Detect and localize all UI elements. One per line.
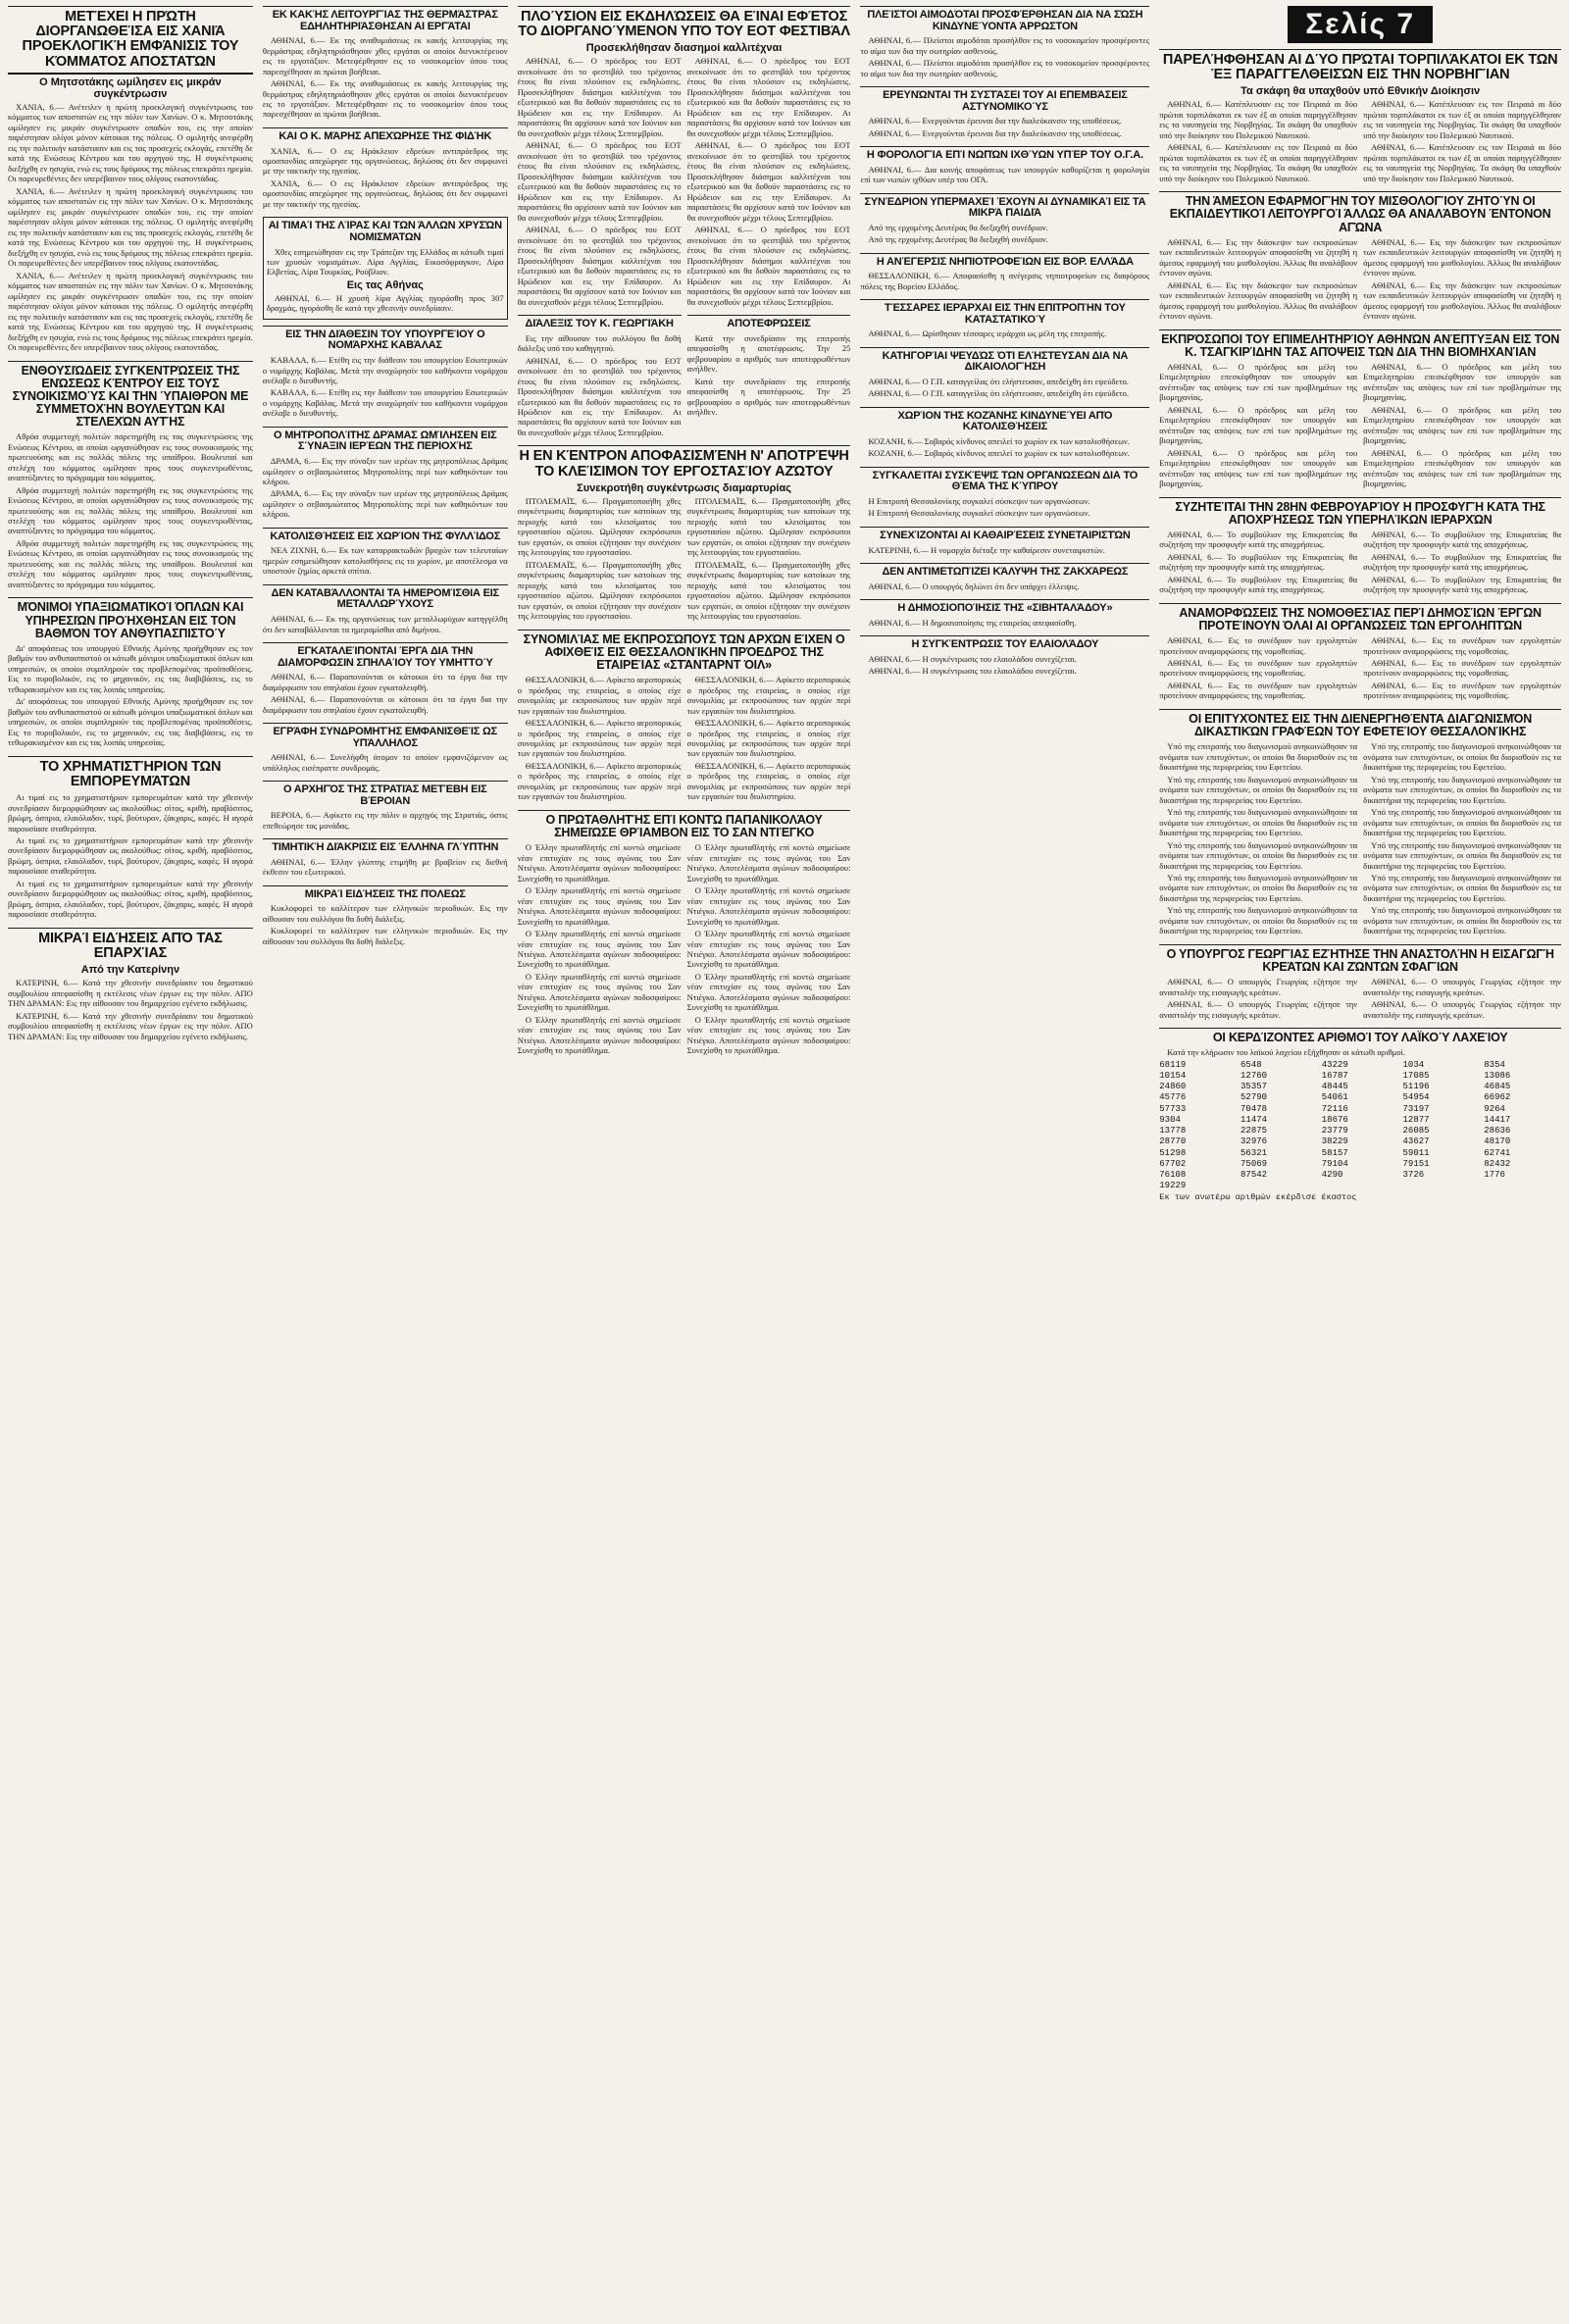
lottery-number: 26085 [1402, 1126, 1430, 1137]
lottery-number: 1776 [1484, 1170, 1505, 1181]
lottery-number: 68119 [1159, 1059, 1187, 1070]
article-body: ΘΕΣΣΑΛΟΝΙΚΗ, 6.— Αφίκετο αεροπορικώς ο πρόεδρος της εταιρείας, ο οποίος είχε συνομιλίας με εκπροσώπους των αρχών περί των εργασιών του διυλιστηρίου. ΘΕΣΣΑΛΟΝΙΚΗ, 6.— Αφίκετο αεροπορικώς ο πρόεδρος της εταιρείας, ο οποίος είχε συνομιλίας με εκπροσώπους των αρχών περί των εργασιών του διυλιστηρίου. ΘΕΣΣΑΛΟΝΙΚΗ, 6.— Αφίκετο αεροπορικώς ο πρόεδρος της εταιρείας, ο οποίος είχε συνομιλίας με εκπροσώπους των αρχών περί των εργασιών του διυλιστηρίου. [686, 675, 851, 802]
lottery-number: 54061 [1321, 1092, 1348, 1103]
lottery-number: 67702 [1159, 1158, 1187, 1169]
subheadline: Τα σκάφη θα υπαχθούν υπό Εθνικήν Διοίκησιν [1240, 85, 1481, 98]
article-body: ΧΑΝΙΑ, 6.— Ανέτειλεν η πρώτη προεκλογική συγκέντρωσις του κόμματος των αποστατών εις την πόλιν των Χανίων. Ο κ. Μητσοτάκης ωμίλησεν εις μικράν συγκέντρωσιν οπαδών του, εις την οποίαν παρέστησαν ολίγοι μόνον κάτοικοι της πόλεως. Ο ομιλητής ανεφέρθη εις την πολιτικήν κατάστασιν και εις τας προσεχείς εκλογάς, επετέθη δε κατά της Ενώσεως Κέντρου και του αρχηγού της. Η συγκέντρωσις διεξήχθη εν ησυχία, ενώ εις τους δρόμους της πόλεως επεκράτει ηρεμία. Οι παρευρεθέντες δεν υπερέβαινον τους ολίγους εκατοντάδας. ΧΑΝΙΑ, 6.— Ανέτειλεν η πρώτη προεκλογική συγκέντρωσις του κόμματος των αποστατών εις την πόλιν των Χανίων. Ο κ. Μητσοτάκης ωμίλησεν εις μικράν συγκέντρωσιν οπαδών του, εις την οποίαν παρέστησαν ολίγοι μόνον κάτοικοι της πόλεως. Ο ομιλητής ανεφέρθη εις την πολιτικήν κατάστασιν και εις τας προσεχείς εκλογάς, επετέθη δε κατά της Ενώσεως Κέντρου και του αρχηγού της. Η συγκέντρωσις διεξήχθη εν ησυχία, ενώ εις τους δρόμους της πόλεως επεκράτει ηρεμία. Οι παρευρεθέντες δεν υπερέβαινον τους ολίγους εκατοντάδας. ΧΑΝΙΑ, 6.— Ανέτειλεν η πρώτη προεκλογική συγκέντρωσις του κόμματος των αποστατών εις την πόλιν των Χανίων. Ο κ. Μητσοτάκης ωμίλησεν εις μικράν συγκέντρωσιν οπαδών του, εις την οποίαν παρέστησαν ολίγοι μόνον κάτοικοι της πόλεως. Ο ομιλητής ανεφέρθη εις την πολιτικήν κατάστασιν και εις τας προσεχείς εκλογάς, επετέθη δε κατά της Ενώσεως Κέντρου και του αρχηγού της. Η συγκέντρωσις διεξήχθη εν ησυχία, ενώ εις τους δρόμους της πόλεως επεκράτει ηρεμία. Οι παρευρεθέντες δεν υπερέβαινον τους ολίγους εκατοντάδας. [8, 101, 253, 353]
lottery-number: 24860 [1159, 1082, 1187, 1092]
lottery-number: 9304 [1159, 1114, 1181, 1125]
article-body: Κυκλοφορεί το καλλίτερον των ελληνικών περιοδικών. Εις την αίθουσαν του συλλόγου θα δοθή διάλεξις. Κυκλοφορεί το καλλίτερον των ελληνικών περιοδικών. Εις την αίθουσαν του συλλόγου θα δοθή διάλεξις. [262, 903, 508, 946]
article-body: Χθες εσημειώθησαν εις την Τράπεζαν της Ελλάδος αι κάτωθι τιμαί των χρυσών νομισμάτων. Λίρα Αγγλίας, Εικοσόφραγκον, Λίρα Ελβετίας, Λίρα Τουρκίας, Ρούβλιον. [266, 246, 504, 278]
column-2 [263, 6, 508, 2318]
article-body: ΚΑΤΕΡΙΝΗ, 6.— Κατά την χθεσινήν συνεδρίασιν του δημοτικού συμβουλίου απεφασίσθη η εκτέλεσις νέων έργων εις την πόλιν. ΑΠΟ ΤΗΝ ΔΡΑΜΑΝ: Εις την αίθουσαν του δημαρχείου εγένετο εκδήλωσις. ΚΑΤΕΡΙΝΗ, 6.— Κατά την χθεσινήν συνεδρίασιν του δημοτικού συμβουλίου απεφασίσθη η εκτέλεσις νέων έργων εις την πόλιν. ΑΠΟ ΤΗΝ ΔΡΑΜΑΝ: Εις την αίθουσαν του δημαρχείου εγένετο εκδήλωσις. [8, 978, 253, 1041]
article-body: ΠΤΟΛΕΜΑΪΣ, 6.— Πραγματοποιήθη χθες συγκέντρωσις διαμαρτυρίας των κατοίκων της περιοχής κατά του κλεισίματος του εργοστασίου αζώτου. Ωμίλησαν εκπρόσωποι των εργατών, οι οποίοι εζήτησαν την συνέχισιν της λειτουργίας του εργοστασίου. ΠΤΟΛΕΜΑΪΣ, 6.— Πραγματοποιήθη χθες συγκέντρωσις διαμαρτυρίας των κατοίκων της περιοχής κατά του κλεισίματος του εργοστασίου αζώτου. Ωμίλησαν εκπρόσωποι των εργατών, οι οποίοι εζήτησαν την συνέχισιν της λειτουργίας του εργοστασίου. [517, 495, 682, 622]
column-4 [860, 6, 1149, 2318]
article [263, 217, 508, 320]
headline: ΚΑΤΗΓΟΡΊΑΙ ΨΕΥΔΏΣ ΌΤΙ ΕΛΉΣΤΕΥΣΑΝ ΔΙΑ ΝΑ ΔΙΚΑΙΟΛΟΓΉΣΗ [882, 349, 1129, 374]
headline: ΣΥΝΕΧΊΖΟΝΤΑΙ ΑΙ ΚΑΘΑΙΡΈΣΕΙΣ ΣΥΝΕΤΑΙΡΙΣΤΏΝ [880, 529, 1131, 541]
article-body: ΘΕΣΣΑΛΟΝΙΚΗ, 6.— Αποφασίσθη η ανέγερσις νηπιοτροφείων εις διαφόρους πόλεις της Βορείου Ελλάδος. [860, 271, 1150, 291]
article-body: Αι τιμαί εις το χρηματιστήριον εμπορευμάτων κατά την χθεσινήν συνεδρίασιν διεμορφώθησαν ως ακολούθως: σίτος, κριθή, αραβόσιτος, βρώμη, όσπρια, ελαιόλαδον, τυρί, βούτυρον, ζάκχαρις, καφές. Η αγορά παρουσίασε σταθερότητα. Αι τιμαί εις το χρηματιστήριον εμπορευμάτων κατά την χθεσινήν συνεδρίασιν διεμορφώθησαν ως ακολούθως: σίτος, κριθή, αραβόσιτος, βρώμη, όσπρια, ελαιόλαδον, τυρί, βούτυρον, ζάκχαρις, καφές. Η αγορά παρουσίασε σταθερότητα. Αι τιμαί εις το χρηματιστήριον εμπορευμάτων κατά την χθεσινήν συνεδρίασιν διεμορφώθησαν ως ακολούθως: σίτος, κριθή, αραβόσιτος, βρώμη, όσπρια, ελαιόλαδον, τυρί, βούτυρον, ζάκχαρις, καφές. Η αγορά παρουσίασε σταθερότητα. [8, 792, 253, 920]
lottery-number: 79104 [1321, 1158, 1348, 1169]
lottery-number: 51196 [1402, 1082, 1430, 1092]
article [8, 361, 253, 592]
article [263, 6, 508, 122]
lottery-number: 59011 [1402, 1147, 1430, 1158]
article-body: ΑΘΗΝΑΙ, 6.— Εις το συνέδριον των εργοληπτών προτείνουν αναμορφώσεις της νομοθεσίας. ΑΘΗΝΑΙ, 6.— Εις το συνέδριον των εργοληπτών προτείνουν αναμορφώσεις της νομοθεσίας. ΑΘΗΝΑΙ, 6.— Εις το συνέδριον των εργοληπτών προτείνουν αναμορφώσεις της νομοθεσίας. [1159, 635, 1358, 701]
article [860, 146, 1149, 187]
lottery-number: 73197 [1402, 1103, 1430, 1114]
lottery-note: Εκ των ανωτέρω αριθμών εκέρδισε έκαστος [1159, 1191, 1357, 1202]
headline: ΜΕΤΈΧΕΙ Η ΠΡΏΤΗ ΔΙΟΡΓΑΝΩΘΕΊΣΑ ΕΙΣ ΧΑΝΙΆ ΠΡΟΕΚΛΟΓΙΚΉ ΕΜΦΆΝΙΣΙΣ ΤΟΥ ΚΌΜΜΑΤΟΣ ΑΠΟΣΤΑΤΏΝ [22, 9, 239, 70]
lottery-number: 48170 [1484, 1137, 1511, 1147]
article [263, 723, 508, 775]
article [263, 584, 508, 636]
article-body: ΑΘΗΝΑΙ, 6.— Έλλην γλύπτης ετιμήθη με βραβείον εις διεθνή έκθεσιν του εξωτερικού. [262, 856, 508, 878]
headline: ΕΙΣ ΤΗΝ ΔΙΆΘΕΣΙΝ ΤΟΥ ΥΠΟΥΡΓΕΊΟΥ Ο ΝΟΜΆΡΧΗΣ ΚΑΒΆΛΑΣ [285, 328, 485, 352]
headline: Η ΑΝΈΓΕΡΣΙΣ ΝΗΠΙΟΤΡΟΦΕΊΩΝ ΕΙΣ ΒΟΡ. ΕΛΛΆΔΑ [876, 255, 1134, 268]
lottery-number: 6548 [1240, 1059, 1262, 1070]
article-body: Κατά την συνεδρίασιν της επιτροπής απεφασίσθη η αποτέφρωσις. Την 25 φεβρουαρίου ο αριθμός των αποτεφρωθέντων ανήλθεν. Κατά την συνεδρίασιν της επιτροπής απεφασίσθη η αποτέφρωσις. Την 25 φεβρουαρίου ο αριθμός των αποτεφρωθέντων ανήλθεν. [686, 332, 851, 417]
article-body: ΧΑΝΙΑ, 6.— Ο εις Ηράκλειον εδρεύων αντιπρόεδρος της ομοσπονδίας απεχώρησε της οργανώσεως, δηλώσας ότι δεν συμφωνεί με την τακτικήν της ηγεσίας. ΧΑΝΙΑ, 6.— Ο εις Ηράκλειον εδρεύων αντιπρόεδρος της ομοσπονδίας απεχώρησε της οργανώσεως, δηλώσας ότι δεν συμφωνεί με την τακτικήν της ηγεσίας. [262, 145, 508, 209]
article [8, 6, 253, 355]
lottery-number: 4290 [1321, 1170, 1343, 1181]
lottery-number: 35357 [1240, 1082, 1268, 1092]
headline: ΑΝΑΜΟΡΦΏΣΕΙΣ ΤΗΣ ΝΟΜΟΘΕΣΊΑΣ ΠΕΡΊ ΔΗΜΟΣΊΩΝ ΈΡΓΩΝ ΠΡΟΤΕΊΝΟΥΝ ΌΛΑΙ ΑΙ ΟΡΓΑΝΏΣΕΙΣ ΤΩΝ ΕΡΓΟΛΗΠΤΏΝ [1179, 605, 1542, 632]
subheadline: Προσεκλήθησαν διασημοί καλλιτέχναι [585, 42, 783, 55]
lottery-number: 58157 [1321, 1147, 1348, 1158]
lottery-number: 17085 [1402, 1070, 1430, 1081]
article [518, 810, 851, 2318]
article [8, 928, 253, 2318]
article [860, 193, 1149, 247]
article [1159, 603, 1561, 703]
article [1159, 1028, 1561, 2318]
article [263, 838, 508, 880]
headline: Η ΦΟΡΟΛΟΓΊΑ ΕΠΊ ΝΩΠΏΝ ΙΧΘΎΩΝ ΥΠΈΡ ΤΟΥ Ο.Γ.Α. [866, 149, 1143, 162]
headline: ΕΝΘΟΥΣΙΏΔΕΙΣ ΣΥΓΚΕΝΤΡΏΣΕΙΣ ΤΗΣ ΕΝΏΣΕΩΣ ΚΈΝΤΡΟΥ ΕΙΣ ΤΟΥΣ ΣΥΝΟΙΚΙΣΜΟΎΣ ΚΑΙ ΤΗΝ ΎΠΑΙΘΡΟΝ ΜΕ ΣΥΜΜΕΤΟΧΉΝ ΒΟΥΛΕΥΤΏΝ ΚΑΙ ΣΤΕΛΕΧΏΝ ΑΥΤΉΣ [12, 363, 249, 429]
article-body: ΑΘΗΝΑΙ, 6.— Συνελήφθη άτομον το οποίον εμφανιζόμενον ως υπάλληλος εισέπραττε συνδρομάς. [262, 752, 508, 773]
article [860, 527, 1149, 557]
headline: ΤΈΣΣΑΡΕΣ ΙΕΡΆΡΧΑΙ ΕΙΣ ΤΗΝ ΕΠΙΤΡΟΠΉΝ ΤΟΥ ΚΑΤΑΣΤΑΤΙΚΟΎ [884, 302, 1126, 326]
headline: Ο ΑΡΧΗΓΌΣ ΤΗΣ ΣΤΡΑΤΙΆΣ ΜΕΤΈΒΗ ΕΙΣ ΒΈΡΟΙΑΝ [282, 783, 487, 807]
subheadline: Εις τας Αθήνας [346, 278, 424, 291]
headline: ΣΥΝΈΔΡΙΟΝ ΥΠΕΡΜΑΧΕΊ ΈΧΟΥΝ ΑΙ ΔΥΝΑΜΙΚΑΊ ΕΙΣ ΤΑ ΜΙΚΡΆ ΠΑΙΔΙΆ [864, 195, 1146, 220]
lottery-number: 57733 [1159, 1103, 1187, 1114]
subheadline: Από την Κατερίνην [80, 964, 180, 977]
article [860, 563, 1149, 593]
article-body: ΑΘΗΝΑΙ, 6.— Το συμβούλιον της Επικρατείας θα συζητήση την προσφυγήν κατά της αποχρήσεως. ΑΘΗΝΑΙ, 6.— Το συμβούλιον της Επικρατείας θα συζητήση την προσφυγήν κατά της αποχρήσεως. ΑΘΗΝΑΙ, 6.— Το συμβούλιον της Επικρατείας θα συζητήση την προσφυγήν κατά της αποχρήσεως. [1159, 529, 1358, 595]
lottery-number: 32976 [1240, 1137, 1268, 1147]
headline: ΣΥΝΟΜΙΛΊΑΣ ΜΕ ΕΚΠΡΟΣΏΠΟΥΣ ΤΩΝ ΑΡΧΏΝ ΕΊΧΕΝ Ο ΑΦΙΧΘΕΊΣ ΕΙΣ ΘΕΣΣΑΛΟΝΊΚΗΝ ΠΡΌΕΔΡΟΣ ΤΗΣ ΕΤΑΙΡΕΊΑΣ «ΣΤΆΝΤΑΡΝΤ ΌΙΛ» [523, 632, 845, 672]
headline: ΣΥΖΗΤΕΊΤΑΙ ΤΗΝ 28ΗΝ ΦΕΒΡΟΥΑΡΊΟΥ Η ΠΡΟΣΦΥΓΉ ΚΑΤΆ ΤΗΣ ΑΠΟΧΡΉΣΕΩΣ ΤΩΝ ΥΠΕΡΗΛΊΚΩΝ ΙΕΡΑΡΧΏΝ [1175, 499, 1545, 527]
article [263, 885, 508, 2318]
article [518, 445, 851, 623]
headline: ΤΗΝ ΆΜΕΣΟΝ ΕΦΑΡΜΟΓΉΝ ΤΟΥ ΜΙΣΘΟΛΟΓΊΟΥ ΖΗΤΟΎΝ ΟΙ ΕΚΠΑΙΔΕΥΤΙΚΟΊ ΛΕΙΤΟΥΡΓΟΊ ΆΛΛΩΣ ΘΑ ΑΝΑΛΆΒΟΥΝ ΈΝΤΟΝΟΝ ΑΓΏΝΑ [1169, 194, 1551, 234]
article-body: Δι' αποφάσεως του υπουργού Εθνικής Αμύνης προήχθησαν εις τον βαθμόν του ανθυπασπιστού οι κάτωθι μόνιμοι υπαξιωματικοί όπλων και υπηρεσιών, οι οποίοι συμπληρούν τας προβλεπομένας προϋποθέσεις. Εις το πυροβολικόν, εις το μηχανικόν, εις τας διαβιβάσεις, εις το τεθωρακισμένον και εις τας λοιπάς υπηρεσίας. Δι' αποφάσεως του υπουργού Εθνικής Αμύνης προήχθησαν εις τον βαθμόν του ανθυπασπιστού οι κάτωθι μόνιμοι υπαξιωματικοί όπλων και υπηρεσιών, οι οποίοι συμπληρούν τας προβλεπομένας προϋποθέσεις. Εις το πυροβολικόν, εις το μηχανικόν, εις τας διαβιβάσεις, εις το τεθωρακισμένον και εις τας λοιπάς υπηρεσίας. [8, 642, 253, 748]
lottery-number: 46845 [1484, 1082, 1511, 1092]
subheadline: Ο Μητσοτάκης ωμίλησεν εις μικράν συγκέντρωσιν [39, 76, 222, 100]
headline: ΕΓΚΑΤΑΛΕΊΠΟΝΤΑΙ ΈΡΓΑ ΔΙΑ ΤΗΝ ΔΙΑΜΌΡΦΩΣΙΝ ΣΠΗΛΑΊΟΥ ΤΟΥ ΥΜΗΤΤΟΎ [277, 645, 493, 669]
article [860, 347, 1149, 401]
headline: Η ΕΝ ΚΈΝΤΡΟΝ ΑΠΟΦΑΣΙΣΜΈΝΗ Ν' ΑΠΟΤΡΈΨΗ ΤΟ ΚΛΕΊΣΙΜΟΝ ΤΟΥ ΕΡΓΟΣΤΑΣΊΟΥ ΑΖΏΤΟΥ [519, 448, 849, 480]
lottery-number: 28770 [1159, 1137, 1187, 1147]
article [1159, 497, 1561, 597]
headline: Ο ΥΠΟΥΡΓΌΣ ΓΕΩΡΓΊΑΣ ΕΖΉΤΗΣΕ ΤΗΝ ΑΝΑΣΤΟΛΉΝ Η ΕΙΣΑΓΩΓΉ ΚΡΕΆΤΩΝ ΚΑΙ ΖΏΝΤΩΝ ΣΦΑΓΊΩΝ [1166, 946, 1554, 975]
headline: ΕΓΡΆΦΗ ΣΥΝΔΡΟΜΗΤΉΣ ΕΜΦΑΝΙΣΘΕΊΣ ΩΣ ΥΠΆΛΛΗΛΟΣ [273, 726, 497, 749]
article [860, 6, 1149, 80]
lottery-number: 52790 [1240, 1092, 1268, 1103]
lottery-number: 14417 [1484, 1114, 1511, 1125]
headline: Η ΣΥΓΚΈΝΤΡΩΣΙΣ ΤΟΥ ΕΛΑΙΟΛΆΔΟΥ [911, 638, 1099, 651]
article [263, 127, 508, 211]
lottery-number: 23779 [1321, 1126, 1348, 1137]
article [860, 407, 1149, 461]
headline: ΟΙ ΕΠΙΤΥΧΌΝΤΕΣ ΕΙΣ ΤΗΝ ΔΙΕΝΕΡΓΗΘΈΝΤΑ ΔΙΑΓΩΝΙΣΜΌΝ ΔΙΚΑΣΤΙΚΏΝ ΓΡΑΦΈΩΝ ΤΟΥ ΕΦΕΤΕΊΟΥ ΘΕΣΣΑΛΟΝΊΚΗΣ [1189, 711, 1533, 739]
headline: ΕΚΠΡΌΣΩΠΟΙ ΤΟΥ ΕΠΙΜΕΛΗΤΗΡΊΟΥ ΑΘΗΝΏΝ ΑΝΈΠΤΥΞΑΝ ΕΙΣ ΤΟΝ Κ. ΤΣΑΓΚΙΡΊΔΗΝ ΤΑΣ ΑΠΌΨΕΙΣ ΤΩΝ ΔΙΑ ΤΗΝ ΒΙΟΜΗΧΑΝΊΑΝ [1161, 331, 1560, 359]
article [263, 642, 508, 717]
headline: ΜΙΚΡΑΊ ΕΙΔΉΣΕΙΣ ΤΗΣ ΠΌΛΕΩΣ [304, 887, 466, 900]
article-body: ΒΕΡΟΙΑ, 6.— Αφίκετο εις την πόλιν ο αρχηγός της Στρατιάς, όστις επεθεώρησε τας μονάδας. [262, 810, 508, 831]
lottery-grid [1159, 1060, 1561, 1192]
subheadline: Συνεκροτήθη συγκέντρωσις διαμαρτυρίας [577, 481, 791, 494]
lottery-number: 16787 [1321, 1070, 1348, 1081]
lottery-number: 9264 [1484, 1103, 1505, 1114]
article-body: ΑΘΗΝΑΙ, 6.— Ενεργούνται έρευναι δια την διαλεύκανσιν της υποθέσεως. ΑΘΗΝΑΙ, 6.— Ενεργούνται έρευναι δια την διαλεύκανσιν της υποθέσεως. [868, 116, 1122, 138]
article-body: ΑΘΗΝΑΙ, 6.— Κατέπλευσαν εις τον Πειραιά αι δύο πρώται τορπιλάκατοι εκ των έξ αι οποίαι παρηγγέλθησαν εις τα ναυπηγεία της Νορβηγίας. Τα σκάφη θα υπαχθούν υπό την διοίκησιν του Πολεμικού Ναυτικού. ΑΘΗΝΑΙ, 6.— Κατέπλευσαν εις τον Πειραιά αι δύο πρώται τορπιλάκατοι εκ των έξ αι οποίαι παρηγγέλθησαν εις τα ναυπηγεία της Νορβηγίας. Τα σκάφη θα υπαχθούν υπό την διοίκησιν του Πολεμικού Ναυτικού. [1159, 99, 1358, 183]
lottery-number: 75069 [1240, 1158, 1268, 1169]
lottery-number: 43229 [1321, 1059, 1348, 1070]
article-body: ΑΘΗΝΑΙ, 6.— Η συγκέντρωσις του ελαιολάδου συνεχίζεται. ΑΘΗΝΑΙ, 6.— Η συγκέντρωσις του ελαιολάδου συνεχίζεται. [868, 653, 1077, 677]
article-body: ΑΘΗΝΑΙ, 6.— Ο υπουργός Γεωργίας εζήτησε την αναστολήν της εισαγωγής κρεάτων. ΑΘΗΝΑΙ, 6.— Ο υπουργός Γεωργίας εζήτησε την αναστολήν της εισαγωγής κρεάτων. [1363, 977, 1562, 1020]
lottery-number: 13778 [1159, 1126, 1187, 1137]
article [1159, 329, 1561, 491]
article-body: ΑΘΗΝΑΙ, 6.— Εκ της οργανώσεως των μεταλλωρύχων κατηγγέλθη ότι δεν καταβάλλονται τα ημερομίσθια από διμήνου. [262, 614, 508, 634]
article [1159, 191, 1561, 323]
headline: ΚΑΤΟΛΙΣΘΉΣΕΙΣ ΕΙΣ ΧΩΡΊΟΝ ΤΗΣ ΦΥΛΛΊΔΟΣ [270, 530, 501, 542]
article-body: ΑΘΗΝΑΙ, 6.— Δια κοινής αποφάσεως των υπουργών καθορίζεται η φορολογία επί των νωπών ιχθύων υπέρ του ΟΓΑ. [860, 164, 1150, 185]
lottery-number: 13086 [1484, 1070, 1511, 1081]
headline: ΜΙΚΡΑΊ ΕΙΔΉΣΕΙΣ ΑΠΌ ΤΑΣ ΕΠΑΡΧΊΑΣ [38, 930, 223, 962]
article [687, 315, 851, 439]
article-body: ΔΡΑΜΑ, 6.— Εις την σύναξιν των ιερέων της μητροπόλεως Δράμας ωμίλησεν ο σεβασμιώτατος Μητροπολίτης περί των καθηκόντων του κλήρου. ΔΡΑΜΑ, 6.— Εις την σύναξιν των ιερέων της μητροπόλεως Δράμας ωμίλησεν ο σεβασμιώτατος Μητροπολίτης περί των καθηκόντων του κλήρου. [262, 456, 508, 520]
article-body: ΑΘΗΝΑΙ, 6.— Η δημοσιοποίησις της εταιρείας απεφασίσθη. [868, 617, 1077, 628]
article [860, 635, 1149, 2318]
headline: ΑΙ ΤΙΜΑΊ ΤΗΣ ΛΊΡΑΣ ΚΑΙ ΤΩΝ ΆΛΛΩΝ ΧΡΥΣΏΝ ΝΟΜΙΣΜΆΤΩΝ [268, 220, 502, 243]
article-body: ΑΘΗΝΑΙ, 6.— Πλείστοι αιμοδόται προσήλθον εις το νοσοκομείον προσφέροντες το αίμα των δια την σωτηρίαν ασθενούς. ΑΘΗΝΑΙ, 6.— Πλείστοι αιμοδόται προσήλθον εις το νοσοκομείον προσφέροντες το αίμα των δια την σωτηρίαν ασθενούς. [860, 35, 1150, 78]
article-body: ΚΑΤΕΡΙΝΗ, 6.— Η νομαρχία διέταξε την καθαίρεσιν συνεταιριστών. [868, 544, 1105, 555]
article-body: ΚΟΖΑΝΗ, 6.— Σοβαρός κίνδυνος απειλεί το χωρίον εκ των κατολισθήσεων. ΚΟΖΑΝΗ, 6.— Σοβαρός κίνδυνος απειλεί το χωρίον εκ των κατολισθήσεων. [868, 435, 1130, 459]
article-body: Υπό της επιτροπής του διαγωνισμού ανηκοινώθησαν τα ονόματα των επιτυχόντων, οι οποίοι θα διορισθούν εις τα δικαστήρια της περιφερείας του Εφετείου. Υπό της επιτροπής του διαγωνισμού ανηκοινώθησαν τα ονόματα των επιτυχόντων, οι οποίοι θα διορισθούν εις τα δικαστήρια της περιφερείας του Εφετείου. Υπό της επιτροπής του διαγωνισμού ανηκοινώθησαν τα ονόματα των επιτυχόντων, οι οποίοι θα διορισθούν εις τα δικαστήρια της περιφερείας του Εφετείου. Υπό της επιτροπής του διαγωνισμού ανηκοινώθησαν τα ονόματα των επιτυχόντων, οι οποίοι θα διορισθούν εις τα δικαστήρια της περιφερείας του Εφετείου. Υπό της επιτροπής του διαγωνισμού ανηκοινώθησαν τα ονόματα των επιτυχόντων, οι οποίοι θα διορισθούν εις τα δικαστήρια της περιφερείας του Εφετείου. Υπό της επιτροπής του διαγωνισμού ανηκοινώθησαν τα ονόματα των επιτυχόντων, οι οποίοι θα διορισθούν εις τα δικαστήρια της περιφερείας του Εφετείου. [1363, 741, 1562, 936]
lottery-number: 62741 [1484, 1147, 1511, 1158]
page-masthead [1159, 6, 1561, 43]
article-body: Υπό της επιτροπής του διαγωνισμού ανηκοινώθησαν τα ονόματα των επιτυχόντων, οι οποίοι θα διορισθούν εις τα δικαστήρια της περιφερείας του Εφετείου. Υπό της επιτροπής του διαγωνισμού ανηκοινώθησαν τα ονόματα των επιτυχόντων, οι οποίοι θα διορισθούν εις τα δικαστήρια της περιφερείας του Εφετείου. Υπό της επιτροπής του διαγωνισμού ανηκοινώθησαν τα ονόματα των επιτυχόντων, οι οποίοι θα διορισθούν εις τα δικαστήρια της περιφερείας του Εφετείου. Υπό της επιτροπής του διαγωνισμού ανηκοινώθησαν τα ονόματα των επιτυχόντων, οι οποίοι θα διορισθούν εις τα δικαστήρια της περιφερείας του Εφετείου. Υπό της επιτροπής του διαγωνισμού ανηκοινώθησαν τα ονόματα των επιτυχόντων, οι οποίοι θα διορισθούν εις τα δικαστήρια της περιφερείας του Εφετείου. Υπό της επιτροπής του διαγωνισμού ανηκοινώθησαν τα ονόματα των επιτυχόντων, οι οποίοι θα διορισθούν εις τα δικαστήρια της περιφερείας του Εφετείου. [1159, 741, 1358, 936]
lottery-number: 87542 [1240, 1170, 1268, 1181]
lottery-number: 22875 [1240, 1126, 1268, 1137]
article [518, 6, 851, 309]
article [8, 756, 253, 922]
article [518, 315, 682, 439]
article-body: ΑΘΗΝΑΙ, 6.— Ο πρόεδρος και μέλη του Επιμελητηρίου επεσκέφθησαν τον υπουργόν και ανέπτυξαν τας απόψεις των επί των προβλημάτων της βιομηχανίας. ΑΘΗΝΑΙ, 6.— Ο πρόεδρος και μέλη του Επιμελητηρίου επεσκέφθησαν τον υπουργόν και ανέπτυξαν τας απόψεις των επί των προβλημάτων της βιομηχανίας. ΑΘΗΝΑΙ, 6.— Ο πρόεδρος και μέλη του Επιμελητηρίου επεσκέφθησαν τον υπουργόν και ανέπτυξαν τας απόψεις των επί των προβλημάτων της βιομηχανίας. [1363, 361, 1562, 489]
article [1159, 709, 1561, 938]
lottery-number: 28636 [1484, 1126, 1511, 1137]
column-3 [518, 6, 851, 2318]
lottery-number: 43627 [1402, 1137, 1430, 1147]
lottery-number: 51298 [1159, 1147, 1187, 1158]
article-body: Εις την αίθουσαν του συλλόγου θα δοθή διάλεξις υπό του καθηγητού. ΑΘΗΝΑΙ, 6.— Ο πρόεδρος του ΕΟΤ ανεκοίνωσε ότι το φεστιβάλ του τρέχοντος έτους θα είναι πλούσιον εις εκδηλώσεις. Προσεκλήθησαν διάσημοι καλλιτέχναι του εξωτερικού και θα δοθούν παραστάσεις εις το Ηρώδειον και εις την Επίδαυρον. Αι παραστάσεις θα αρχίσουν κατά τον Ιούνιον και θα συνεχισθούν μέχρι τέλους Σεπτεμβρίου. [517, 332, 682, 437]
lottery-number: 38229 [1321, 1137, 1348, 1147]
article-body: ΝΕΑ ΖΙΧΝΗ, 6.— Εκ των καταρρακτωδών βροχών των τελευταίων ημερών εσημειώθησαν κατολισθήσεις εις το χωρίον, με αποτέλεσμα να υποστούν ζημίας αρκετά σπίτια. [262, 545, 508, 577]
article [860, 253, 1149, 294]
lottery-number: 66962 [1484, 1092, 1511, 1103]
headline: ΔΙΆΛΕΞΙΣ ΤΟΥ Κ. ΓΕΩΡΓΙΆΚΗ [525, 318, 674, 330]
headline: ΠΛΕΊΣΤΟΙ ΑΙΜΟΔΌΤΑΙ ΠΡΟΣΦΈΡΘΗΣΑΝ ΔΙΑ ΝΑ ΣΏΣΗ ΚΙΝΔΥΝΕΎΟΝΤΑ ΆΡΡΩΣΤΟΝ [867, 9, 1143, 32]
column-5 [1159, 6, 1561, 2318]
headline: Ο ΠΡΩΤΑΘΛΗΤΉΣ ΕΠΊ ΚΟΝΤΏ ΠΑΠΑΝΙΚΟΛΆΟΥ ΣΗΜΕΙΏΣΕ ΘΡΊΑΜΒΟΝ ΕΙΣ ΤΟ ΣΑΝ ΝΤΙΈΓΚΟ [545, 812, 823, 840]
article-body: Ο Έλλην πρωταθλητής επί κοντώ σημείωσε νέαν επιτυχίαν εις τους αγώνας του Σαν Ντιέγκο. Αποτελέσματα αγώνων ποδοσφαίρου: Συνεχίσθη το πρωτάθλημα. Ο Έλλην πρωταθλητής επί κοντώ σημείωσε νέαν επιτυχίαν εις τους αγώνας του Σαν Ντιέγκο. Αποτελέσματα αγώνων ποδοσφαίρου: Συνεχίσθη το πρωτάθλημα. Ο Έλλην πρωταθλητής επί κοντώ σημείωσε νέαν επιτυχίαν εις τους αγώνας του Σαν Ντιέγκο. Αποτελέσματα αγώνων ποδοσφαίρου: Συνεχίσθη το πρωτάθλημα. Ο Έλλην πρωταθλητής επί κοντώ σημείωσε νέαν επιτυχίαν εις τους αγώνας του Σαν Ντιέγκο. Αποτελέσματα αγώνων ποδοσφαίρου: Συνεχίσθη το πρωτάθλημα. Ο Έλλην πρωταθλητής επί κοντώ σημείωσε νέαν επιτυχίαν εις τους αγώνας του Σαν Ντιέγκο. Αποτελέσματα αγώνων ποδοσφαίρου: Συνεχίσθη το πρωτάθλημα. [517, 842, 682, 1056]
article-body: ΘΕΣΣΑΛΟΝΙΚΗ, 6.— Αφίκετο αεροπορικώς ο πρόεδρος της εταιρείας, ο οποίος είχε συνομιλίας με εκπροσώπους των αρχών περί των εργασιών του διυλιστηρίου. ΘΕΣΣΑΛΟΝΙΚΗ, 6.— Αφίκετο αεροπορικώς ο πρόεδρος της εταιρείας, ο οποίος είχε συνομιλίας με εκπροσώπους των αρχών περί των εργασιών του διυλιστηρίου. ΘΕΣΣΑΛΟΝΙΚΗ, 6.— Αφίκετο αεροπορικώς ο πρόεδρος της εταιρείας, ο οποίος είχε συνομιλίας με εκπροσώπους των αρχών περί των εργασιών του διυλιστηρίου. [517, 675, 682, 802]
page-number: Σελίς 7 [1288, 6, 1433, 43]
article-body: ΑΘΗΝΑΙ, 6.— Ο υπουργός δηλώνει ότι δεν υπάρχει έλλειψις. [868, 581, 1080, 591]
headline: Η ΔΗΜΟΣΙΟΠΟΊΗΣΙΣ ΤΗΣ «ΣΙΒΗΤΑΛΆΔΟΥ» [897, 602, 1113, 615]
lottery-number: 1034 [1402, 1059, 1425, 1070]
article [860, 599, 1149, 630]
lottery-number: 18676 [1321, 1114, 1348, 1125]
headline: ΔΕΝ ΚΑΤΑΒΆΛΛΟΝΤΑΙ ΤΑ ΗΜΕΡΟΜΊΣΘΙΑ ΕΙΣ ΜΕΤΑΛΛΩΡΎΧΟΥΣ [271, 586, 499, 611]
lottery-number: 12877 [1402, 1114, 1430, 1125]
headline: Ο ΜΗΤΡΟΠΟΛΊΤΗΣ ΔΡΆΜΑΣ ΩΜΊΛΗΣΕΝ ΕΙΣ ΣΎΝΑΞΙΝ ΙΕΡΈΩΝ ΤΗΣ ΠΕΡΙΟΧΉΣ [273, 429, 497, 453]
article-body: ΑΘΗΝΑΙ, 6.— Εις το συνέδριον των εργοληπτών προτείνουν αναμορφώσεις της νομοθεσίας. ΑΘΗΝΑΙ, 6.— Εις το συνέδριον των εργοληπτών προτείνουν αναμορφώσεις της νομοθεσίας. ΑΘΗΝΑΙ, 6.— Εις το συνέδριον των εργοληπτών προτείνουν αναμορφώσεις της νομοθεσίας. [1363, 635, 1562, 701]
article-body: ΑΘΗΝΑΙ, 6.— Ο Γ.Π. καταγγείλας ότι ελήστευσαν, απεδείχθη ότι εψεύδετο. ΑΘΗΝΑΙ, 6.— Ο Γ.Π. καταγγείλας ότι ελήστευσαν, απεδείχθη ότι εψεύδετο. [868, 376, 1130, 399]
article-body: ΑΘΗΝΑΙ, 6.— Ο υπουργός Γεωργίας εζήτησε την αναστολήν της εισαγωγής κρεάτων. ΑΘΗΝΑΙ, 6.— Ο υπουργός Γεωργίας εζήτησε την αναστολήν της εισαγωγής κρεάτων. [1159, 977, 1358, 1020]
lottery-number: 48445 [1321, 1082, 1348, 1092]
lottery-number: 54954 [1402, 1092, 1430, 1103]
article-body: ΚΑΒΑΛΑ, 6.— Ετέθη εις την διάθεσιν του υπουργείου Εσωτερικών ο νομάρχης Καβάλας. Μετά την αναχώρησίν του καθήκοντα νομάρχου ανέλαβε ο διευθυντής. ΚΑΒΑΛΑ, 6.— Ετέθη εις την διάθεσιν του υπουργείου Εσωτερικών ο νομάρχης Καβάλας. Μετά την αναχώρησίν του καθήκοντα νομάρχου ανέλαβε ο διευθυντής. [262, 355, 508, 419]
article-body: ΑΘΗΝΑΙ, 6.— Εις την διάσκεψιν των εκπροσώπων των εκπαιδευτικών λειτουργών αποφασίσθη να ζητηθή η άμεσος εφαρμογή του μισθολογίου. Άλλως θα αναλάβουν έντονον αγώνα. ΑΘΗΝΑΙ, 6.— Εις την διάσκεψιν των εκπροσώπων των εκπαιδευτικών λειτουργών αποφασίσθη να ζητηθή η άμεσος εφαρμογή του μισθολογίου. Άλλως θα αναλάβουν έντονον αγώνα. [1363, 236, 1562, 322]
lottery-results [1159, 1060, 1561, 1202]
headline: ΣΥΓΚΑΛΕΊΤΑΙ ΣΥΣΚΈΨΙΣ ΤΩΝ ΟΡΓΑΝΏΣΕΩΝ ΔΙΑ ΤΟ ΘΈΜΑ ΤΗΣ ΚΎΠΡΟΥ [872, 469, 1139, 493]
lottery-number: 11474 [1240, 1114, 1268, 1125]
article-body: ΑΘΗΝΑΙ, 6.— Ο πρόεδρος και μέλη του Επιμελητηρίου επεσκέφθησαν τον υπουργόν και ανέπτυξαν τας απόψεις των επί των προβλημάτων της βιομηχανίας. ΑΘΗΝΑΙ, 6.— Ο πρόεδρος και μέλη του Επιμελητηρίου επεσκέφθησαν τον υπουργόν και ανέπτυξαν τας απόψεις των επί των προβλημάτων της βιομηχανίας. ΑΘΗΝΑΙ, 6.— Ο πρόεδρος και μέλη του Επιμελητηρίου επεσκέφθησαν τον υπουργόν και ανέπτυξαν τας απόψεις των επί των προβλημάτων της βιομηχανίας. [1159, 361, 1358, 489]
article-body: Κατά την κλήρωσιν του λαϊκού λαχείου εξήχθησαν οι κάτωθι αριθμοί. [1167, 1047, 1405, 1058]
article-body: ΑΘΗΝΑΙ, 6.— Κατέπλευσαν εις τον Πειραιά αι δύο πρώται τορπιλάκατοι εκ των έξ αι οποίαι παρηγγέλθησαν εις τα ναυπηγεία της Νορβηγίας. Τα σκάφη θα υπαχθούν υπό την διοίκησιν του Πολεμικού Ναυτικού. ΑΘΗΝΑΙ, 6.— Κατέπλευσαν εις τον Πειραιά αι δύο πρώται τορπιλάκατοι εκ των έξ αι οποίαι παρηγγέλθησαν εις τα ναυπηγεία της Νορβηγίας. Τα σκάφη θα υπαχθούν υπό την διοίκησιν του Πολεμικού Ναυτικού. [1363, 99, 1562, 183]
article-body: ΠΤΟΛΕΜΑΪΣ, 6.— Πραγματοποιήθη χθες συγκέντρωσις διαμαρτυρίας των κατοίκων της περιοχής κατά του κλεισίματος του εργοστασίου αζώτου. Ωμίλησαν εκπρόσωποι των εργατών, οι οποίοι εζήτησαν την συνέχισιν της λειτουργίας του εργοστασίου. ΠΤΟΛΕΜΑΪΣ, 6.— Πραγματοποιήθη χθες συγκέντρωσις διαμαρτυρίας των κατοίκων της περιοχής κατά του κλεισίματος του εργοστασίου αζώτου. Ωμίλησαν εκπρόσωποι των εργατών, οι οποίοι εζήτησαν την συνέχισιν της λειτουργίας του εργοστασίου. [686, 495, 851, 622]
headline: ΤΟ ΧΡΗΜΑΤΙΣΤΉΡΙΟΝ ΤΩΝ ΕΜΠΟΡΕΥΜΆΤΩΝ [39, 758, 222, 789]
article [860, 467, 1149, 521]
article-body: ΑΘΗΝΑΙ, 6.— Εις την διάσκεψιν των εκπροσώπων των εκπαιδευτικών λειτουργών αποφασίσθη να ζητηθή η άμεσος εφαρμογή του μισθολογίου. Άλλως θα αναλάβουν έντονον αγώνα. ΑΘΗΝΑΙ, 6.— Εις την διάσκεψιν των εκπροσώπων των εκπαιδευτικών λειτουργών αποφασίσθη να ζητηθή η άμεσος εφαρμογή του μισθολογίου. Άλλως θα αναλάβουν έντονον αγώνα. [1159, 236, 1358, 322]
headline: ΧΩΡΊΟΝ ΤΗΣ ΚΟΖΆΝΗΣ ΚΙΝΔΥΝΕΎΕΙ ΑΠΌ ΚΑΤΟΛΙΣΘΉΣΕΙΣ [897, 409, 1113, 433]
article [1159, 49, 1561, 185]
article-body: Αθρόα συμμετοχή πολιτών παρετηρήθη εις τας συγκεντρώσεις της Ενώσεως Κέντρου, αι οποίαι ωργανώθησαν εις τους συνοικισμούς της πρωτευούσης και εις πολλάς πόλεις της υπαίθρου. Βουλευταί και στελέχη του κόμματος ωμίλησαν προς τους συγκεντρωθέντας, αναπτύξαντες το πρόγραμμα του κόμματος. Αθρόα συμμετοχή πολιτών παρετηρήθη εις τας συγκεντρώσεις της Ενώσεως Κέντρου, αι οποίαι ωργανώθησαν εις τους συνοικισμούς της πρωτευούσης και εις πολλάς πόλεις της υπαίθρου. Βουλευταί και στελέχη του κόμματος ωμίλησαν προς τους συγκεντρωθέντας, αναπτύξαντες το πρόγραμμα του κόμματος. Αθρόα συμμετοχή πολιτών παρετηρήθη εις τας συγκεντρώσεις της Ενώσεως Κέντρου, αι οποίαι ωργανώθησαν εις τους συνοικισμούς της πρωτευούσης και εις πολλάς πόλεις της υπαίθρου. Βουλευταί και στελέχη του κόμματος ωμίλησαν προς τους συγκεντρωθέντας, αναπτύξαντες το πρόγραμμα του κόμματος. [8, 431, 253, 589]
lottery-number: 79151 [1402, 1158, 1430, 1169]
article-body: ΑΘΗΝΑΙ, 6.— Ωρίσθησαν τέσσαρες ιεράρχαι ως μέλη της επιτροπής. [868, 328, 1107, 339]
lottery-number: 3726 [1402, 1170, 1425, 1181]
article-body: ΑΘΗΝΑΙ, 6.— Η χρυσή λίρα Αγγλίας ηγοράσθη προς 307 δραχμάς, ηγοράσθη δε κατά την χθεσινήν συνεδρίασιν. [266, 292, 504, 314]
headline: ΠΑΡΕΛΉΦΘΗΣΑΝ ΑΙ ΔΎΟ ΠΡΏΤΑΙ ΤΟΡΠΙΛΆΚΑΤΟΙ ΕΚ ΤΩΝ ΈΞ ΠΑΡΑΓΓΕΛΘΕΙΣΏΝ ΕΙΣ ΤΗΝ ΝΟΡΒΗΓΊΑΝ [1162, 52, 1558, 83]
column-1 [8, 6, 253, 2318]
article-body: ΑΘΗΝΑΙ, 6.— Παραπονούνται οι κάτοικοι ότι τα έργα δια την διαμόρφωσιν του σπηλαίου έχουν εγκαταλειφθή. ΑΘΗΝΑΙ, 6.— Παραπονούνται οι κάτοικοι ότι τα έργα δια την διαμόρφωσιν του σπηλαίου έχουν εγκαταλειφθή. [262, 672, 508, 715]
headline: ΚΑΙ Ο Κ. ΜΆΡΗΣ ΑΠΕΧΏΡΗΣΕ ΤΗΣ ΦΙΔΉΚ [278, 129, 492, 142]
lottery-number: 12760 [1240, 1070, 1268, 1081]
article-body: ΑΘΗΝΑΙ, 6.— Εκ της αναθυμιάσεως εκ κακής λειτουργίας της θερμάστρας εδηλητηριάσθησαν χθες εργάται οι οποίοι διενυκτέρευον εις το εργοτάξιον. Μετεφέρθησαν εις το νοσοκομείον όπου τους παρεσχέθησαν αι πρώται βοήθειαι. ΑΘΗΝΑΙ, 6.— Εκ της αναθυμιάσεως εκ κακής λειτουργίας της θερμάστρας εδηλητηριάσθησαν χθες εργάται οι οποίοι διενυκτέρευον εις το εργοτάξιον. Μετεφέρθησαν εις το νοσοκομείον όπου τους παρεσχέθησαν αι πρώται βοήθειαι. [262, 35, 508, 120]
article-body: Η Επιτροπή Θεσσαλονίκης συγκαλεί σύσκεψιν των οργανώσεων. Η Επιτροπή Θεσσαλονίκης συγκαλεί σύσκεψιν των οργανώσεων. [868, 495, 1090, 519]
article-body: ΑΘΗΝΑΙ, 6.— Ο πρόεδρος του ΕΟΤ ανεκοίνωσε ότι το φεστιβάλ του τρέχοντος έτους θα είναι πλούσιον εις εκδηλώσεις. Προσεκλήθησαν διάσημοι καλλιτέχναι του εξωτερικού και θα δοθούν παραστάσεις εις το Ηρώδειον και εις την Επίδαυρον. Αι παραστάσεις θα αρχίσουν κατά τον Ιούνιον και θα συνεχισθούν μέχρι τέλους Σεπτεμβρίου. ΑΘΗΝΑΙ, 6.— Ο πρόεδρος του ΕΟΤ ανεκοίνωσε ότι το φεστιβάλ του τρέχοντος έτους θα είναι πλούσιον εις εκδηλώσεις. Προσεκλήθησαν διάσημοι καλλιτέχναι του εξωτερικού και θα δοθούν παραστάσεις εις το Ηρώδειον και εις την Επίδαυρον. Αι παραστάσεις θα αρχίσουν κατά τον Ιούνιον και θα συνεχισθούν μέχρι τέλους Σεπτεμβρίου. ΑΘΗΝΑΙ, 6.— Ο πρόεδρος του ΕΟΤ ανεκοίνωσε ότι το φεστιβάλ του τρέχοντος έτους θα είναι πλούσιον εις εκδηλώσεις. Προσεκλήθησαν διάσημοι καλλιτέχναι του εξωτερικού και θα δοθούν παραστάσεις εις το Ηρώδειον και εις την Επίδαυρον. Αι παραστάσεις θα αρχίσουν κατά τον Ιούνιον και θα συνεχισθούν μέχρι τέλους Σεπτεμβρίου. [686, 56, 851, 307]
lottery-number: 10154 [1159, 1070, 1187, 1081]
article [860, 86, 1149, 140]
article-body: ΑΘΗΝΑΙ, 6.— Το συμβούλιον της Επικρατείας θα συζητήση την προσφυγήν κατά της αποχρήσεως. ΑΘΗΝΑΙ, 6.— Το συμβούλιον της Επικρατείας θα συζητήση την προσφυγήν κατά της αποχρήσεως. ΑΘΗΝΑΙ, 6.— Το συμβούλιον της Επικρατείας θα συζητήση την προσφυγήν κατά της αποχρήσεως. [1363, 529, 1562, 595]
lottery-number: 82432 [1484, 1158, 1511, 1169]
lottery-number: 76108 [1159, 1170, 1187, 1181]
article [263, 781, 508, 833]
article [518, 630, 851, 804]
article-body: Ο Έλλην πρωταθλητής επί κοντώ σημείωσε νέαν επιτυχίαν εις τους αγώνας του Σαν Ντιέγκο. Αποτελέσματα αγώνων ποδοσφαίρου: Συνεχίσθη το πρωτάθλημα. Ο Έλλην πρωταθλητής επί κοντώ σημείωσε νέαν επιτυχίαν εις τους αγώνας του Σαν Ντιέγκο. Αποτελέσματα αγώνων ποδοσφαίρου: Συνεχίσθη το πρωτάθλημα. Ο Έλλην πρωταθλητής επί κοντώ σημείωσε νέαν επιτυχίαν εις τους αγώνας του Σαν Ντιέγκο. Αποτελέσματα αγώνων ποδοσφαίρου: Συνεχίσθη το πρωτάθλημα. Ο Έλλην πρωταθλητής επί κοντώ σημείωσε νέαν επιτυχίαν εις τους αγώνας του Σαν Ντιέγκο. Αποτελέσματα αγώνων ποδοσφαίρου: Συνεχίσθη το πρωτάθλημα. Ο Έλλην πρωταθλητής επί κοντώ σημείωσε νέαν επιτυχίαν εις τους αγώνας του Σαν Ντιέγκο. Αποτελέσματα αγώνων ποδοσφαίρου: Συνεχίσθη το πρωτάθλημα. [686, 842, 851, 1056]
article [263, 427, 508, 522]
article-body: Από της ερχομένης Δευτέρας θα διεξαχθή συνέδριον. Από της ερχομένης Δευτέρας θα διεξαχθή συνέδριον. [868, 222, 1048, 245]
headline: ΔΕΝ ΑΝΤΙΜΕΤΩΠΊΖΕΙ ΚΆΛΥΨΗ ΤΗΣ ΖΑΚΧΆΡΕΩΣ [882, 565, 1129, 578]
headline: ΜΌΝΙΜΟΙ ΥΠΑΞΙΩΜΑΤΙΚΟΊ ΌΠΛΩΝ ΚΑΙ ΥΠΗΡΕΣΙΏΝ ΠΡΟΉΧΘΗΣΑΝ ΕΙΣ ΤΟΝ ΒΑΘΜΌΝ ΤΟΥ ΑΝΘΥΠΑΣΠΙΣΤΟΎ [17, 600, 244, 640]
article-body: ΑΘΗΝΑΙ, 6.— Ο πρόεδρος του ΕΟΤ ανεκοίνωσε ότι το φεστιβάλ του τρέχοντος έτους θα είναι πλούσιον εις εκδηλώσεις. Προσεκλήθησαν διάσημοι καλλιτέχναι του εξωτερικού και θα δοθούν παραστάσεις εις το Ηρώδειον και εις την Επίδαυρον. Αι παραστάσεις θα αρχίσουν κατά τον Ιούνιον και θα συνεχισθούν μέχρι τέλους Σεπτεμβρίου. ΑΘΗΝΑΙ, 6.— Ο πρόεδρος του ΕΟΤ ανεκοίνωσε ότι το φεστιβάλ του τρέχοντος έτους θα είναι πλούσιον εις εκδηλώσεις. Προσεκλήθησαν διάσημοι καλλιτέχναι του εξωτερικού και θα δοθούν παραστάσεις εις το Ηρώδειον και εις την Επίδαυρον. Αι παραστάσεις θα αρχίσουν κατά τον Ιούνιον και θα συνεχισθούν μέχρι τέλους Σεπτεμβρίου. ΑΘΗΝΑΙ, 6.— Ο πρόεδρος του ΕΟΤ ανεκοίνωσε ότι το φεστιβάλ του τρέχοντος έτους θα είναι πλούσιον εις εκδηλώσεις. Προσεκλήθησαν διάσημοι καλλιτέχναι του εξωτερικού και θα δοθούν παραστάσεις εις το Ηρώδειον και εις την Επίδαυρον. Αι παραστάσεις θα αρχίσουν κατά τον Ιούνιον και θα συνεχισθούν μέχρι τέλους Σεπτεμβρίου. [517, 56, 682, 307]
lottery-number: 70478 [1240, 1103, 1268, 1114]
headline: ΟΙ ΚΕΡΔΊΖΟΝΤΕΣ ΑΡΙΘΜΟΊ ΤΟΥ ΛΑΪΚΟΎ ΛΑΧΕΊΟΥ [1212, 1031, 1508, 1045]
headline: ΕΚ ΚΑΚΉΣ ΛΕΙΤΟΥΡΓΊΑΣ ΤΗΣ ΘΕΡΜΆΣΤΡΑΣ ΕΔΗΛΗΤΗΡΙΆΣΘΗΣΑΝ ΑΙ ΕΡΓΆΤΑΙ [272, 9, 498, 32]
headline: ΠΛΟΎΣΙΟΝ ΕΙΣ ΕΚΔΗΛΏΣΕΙΣ ΘΑ ΕΊΝΑΙ ΕΦΈΤΟΣ ΤΟ ΔΙΟΡΓΑΝΟΎΜΕΝΟΝ ΥΠΌ ΤΟΥ ΕΟΤ ΦΕΣΤΙΒΆΛ [518, 9, 850, 40]
lottery-number: 56321 [1240, 1147, 1268, 1158]
headline: ΕΡΕΥΝΏΝΤΑΙ ΤΗ ΣΥΣΤΆΣΕΙ ΤΟΥ ΑΙ ΕΠΕΜΒΆΣΕΙΣ ΑΣΤΥΝΟΜΙΚΟΎΣ [883, 89, 1128, 113]
article [263, 326, 508, 421]
headline: ΑΠΟΤΕΦΡΏΣΕΙΣ [727, 318, 811, 330]
lottery-number: 8354 [1484, 1059, 1505, 1070]
article [8, 597, 253, 749]
article [1159, 944, 1561, 1022]
lottery-number: 72116 [1321, 1103, 1348, 1114]
lottery-number: 45776 [1159, 1092, 1187, 1103]
article [860, 299, 1149, 341]
headline: ΤΙΜΗΤΙΚΉ ΔΙΆΚΡΙΣΙΣ ΕΙΣ ΈΛΛΗΝΑ ΓΛΎΠΤΗΝ [272, 841, 499, 854]
lottery-number: 19229 [1159, 1181, 1187, 1191]
article [263, 528, 508, 579]
